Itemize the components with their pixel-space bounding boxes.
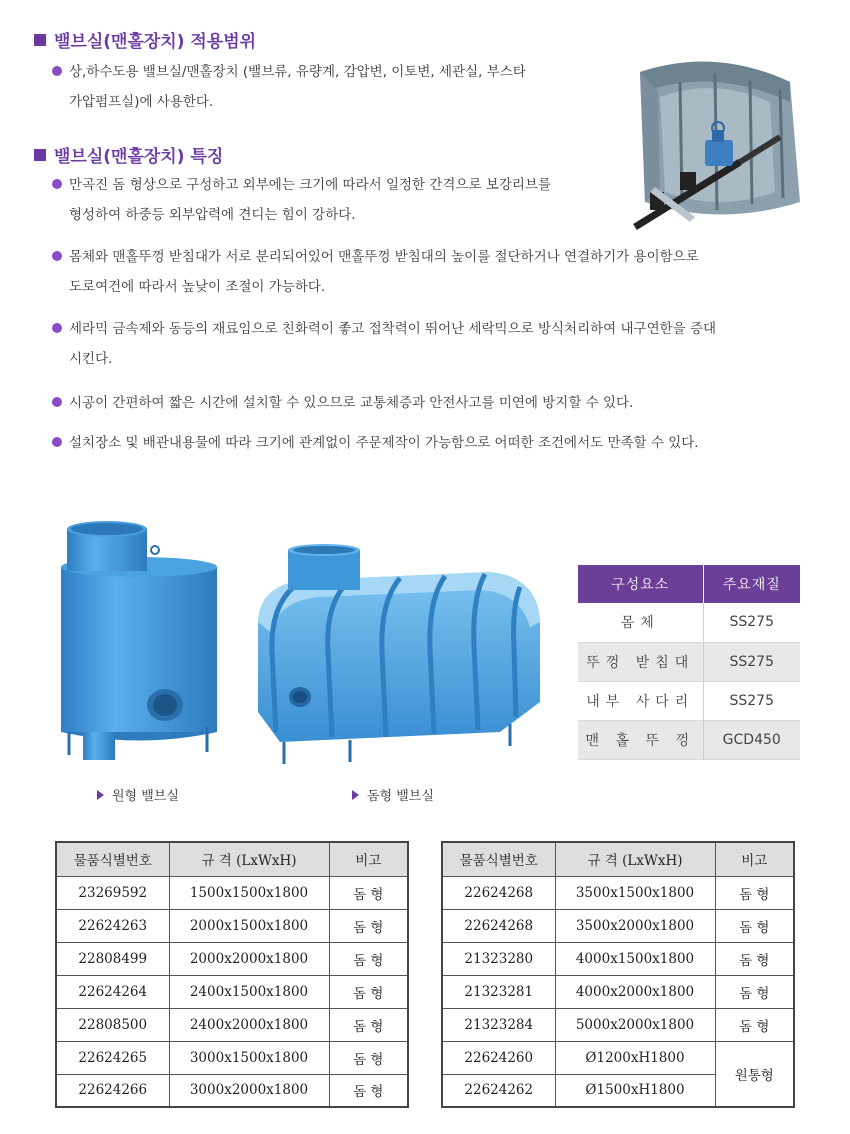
materials-table xyxy=(578,565,800,760)
spec-size: 3000x2000x1800 xyxy=(169,1074,329,1107)
spec-size: 3500x2000x1800 xyxy=(555,909,715,942)
material-part: 몸체 xyxy=(578,603,703,642)
bullet-dot-icon xyxy=(52,251,62,261)
table-row xyxy=(578,603,800,642)
table-row xyxy=(578,720,800,759)
caption-round-valve-chamber: 원형 밸브실 xyxy=(97,785,179,804)
table-row xyxy=(442,909,794,942)
round-valve-chamber-image xyxy=(55,517,225,767)
section-title-features: 밸브실(맨홀장치) 특징 xyxy=(34,142,223,167)
table-row xyxy=(56,1074,408,1107)
spec-note: 돔 형 xyxy=(329,975,408,1008)
spec-id: 23269592 xyxy=(56,876,169,909)
spec-size: 1500x1500x1800 xyxy=(169,876,329,909)
table-row xyxy=(442,876,794,909)
spec-header-note: 비고 xyxy=(329,842,408,876)
spec-header-size: 규 격 (LxWxH) xyxy=(555,842,715,876)
square-bullet-icon xyxy=(34,149,46,161)
spec-note: 돔 형 xyxy=(329,876,408,909)
material-value: SS275 xyxy=(703,681,800,720)
caption-dome-valve-chamber: 돔형 밸브실 xyxy=(352,785,434,804)
spec-id: 22808500 xyxy=(56,1008,169,1041)
bullet-dot-icon xyxy=(52,323,62,333)
spec-id: 22808499 xyxy=(56,942,169,975)
cutaway-valve-chamber-image xyxy=(620,52,810,237)
bullet-dot-icon xyxy=(52,66,62,76)
dome-valve-chamber-image xyxy=(240,542,550,767)
spec-table-right xyxy=(441,841,795,1108)
spec-note: 돔 형 xyxy=(329,1041,408,1074)
material-value: SS275 xyxy=(703,642,800,681)
table-row xyxy=(442,942,794,975)
spec-size: 2000x2000x1800 xyxy=(169,942,329,975)
spec-note: 돔 형 xyxy=(329,909,408,942)
table-row xyxy=(56,909,408,942)
spec-id: 22624268 xyxy=(442,909,555,942)
bullet-dot-icon xyxy=(52,437,62,447)
spec-note: 돔 형 xyxy=(715,909,794,942)
table-row xyxy=(442,975,794,1008)
triangle-bullet-icon xyxy=(352,790,359,800)
spec-size: 2400x2000x1800 xyxy=(169,1008,329,1041)
square-bullet-icon xyxy=(34,34,46,46)
spec-size: 3500x1500x1800 xyxy=(555,876,715,909)
spec-table-left xyxy=(55,841,409,1108)
material-value: GCD450 xyxy=(703,720,800,759)
spec-header-size: 규 격 (LxWxH) xyxy=(169,842,329,876)
spec-note: 돔 형 xyxy=(715,876,794,909)
spec-id: 22624265 xyxy=(56,1041,169,1074)
materials-header-part: 구성요소 xyxy=(578,565,703,603)
spec-note: 원통형 xyxy=(715,1041,794,1107)
spec-id: 22624263 xyxy=(56,909,169,942)
material-part: 내부 사다리 xyxy=(578,681,703,720)
spec-id: 21323284 xyxy=(442,1008,555,1041)
spec-size: Ø1200xH1800 xyxy=(555,1041,715,1074)
spec-note: 돔 형 xyxy=(715,1008,794,1041)
spec-note: 돔 형 xyxy=(329,942,408,975)
spec-id: 22624266 xyxy=(56,1074,169,1107)
spec-size: Ø1500xH1800 xyxy=(555,1074,715,1107)
bullet-feature-1: 만곡진 돔 형상으로 구성하고 외부에는 크기에 따라서 일정한 간격으로 보강리브를 형성하여 하중등 외부압력에 견디는 힘이 강하다. xyxy=(52,170,551,230)
spec-header-id: 물품식별번호 xyxy=(442,842,555,876)
spec-size: 3000x1500x1800 xyxy=(169,1041,329,1074)
material-value: SS275 xyxy=(703,603,800,642)
bullet-feature-2: 몸체와 맨홀뚜껑 받침대가 서로 분리되어있어 맨홀뚜껑 받침대의 높이를 절단하거나 연결하기가 용이함으로 도로여건에 따라서 높낮이 조절이 가능하다. xyxy=(52,242,699,302)
table-row xyxy=(442,1041,794,1074)
triangle-bullet-icon xyxy=(97,790,104,800)
table-row xyxy=(56,1041,408,1074)
spec-size: 4000x2000x1800 xyxy=(555,975,715,1008)
spec-header-id: 물품식별번호 xyxy=(56,842,169,876)
section-title-application: 밸브실(맨홀장치) 적용범위 xyxy=(34,27,256,52)
spec-id: 22624260 xyxy=(442,1041,555,1074)
table-row xyxy=(56,975,408,1008)
spec-size: 4000x1500x1800 xyxy=(555,942,715,975)
table-row xyxy=(578,681,800,720)
spec-note: 돔 형 xyxy=(715,942,794,975)
spec-size: 2000x1500x1800 xyxy=(169,909,329,942)
bullet-feature-4: 시공이 간편하여 짧은 시간에 설치할 수 있으므로 교통체증과 안전사고를 미연에 방지할 수 있다. xyxy=(52,388,633,418)
spec-id: 21323281 xyxy=(442,975,555,1008)
spec-id: 22624268 xyxy=(442,876,555,909)
table-row xyxy=(442,1008,794,1041)
bullet-dot-icon xyxy=(52,179,62,189)
bullet-application: 상,하수도용 밸브실/맨홀장치 (밸브류, 유량계, 감압변, 이토변, 세관실, 부스타 가압펌프실)에 사용한다. xyxy=(52,57,526,117)
spec-note: 돔 형 xyxy=(715,975,794,1008)
table-row xyxy=(56,876,408,909)
materials-header-material: 주요재질 xyxy=(703,565,800,603)
spec-id: 22624262 xyxy=(442,1074,555,1107)
table-row xyxy=(56,942,408,975)
material-part: 맨 홀 뚜 껑 xyxy=(578,720,703,759)
spec-id: 22624264 xyxy=(56,975,169,1008)
bullet-feature-5: 설치장소 및 배관내용물에 따라 크기에 관계없이 주문제작이 가능함으로 어떠한 조건에서도 만족할 수 있다. xyxy=(52,428,699,458)
bullet-feature-3: 세라믹 금속제와 동등의 재료임으로 친화력이 좋고 접착력이 뛰어난 세락믹으로 방식처리하여 내구연한을 증대 시킨다. xyxy=(52,314,716,374)
spec-size: 2400x1500x1800 xyxy=(169,975,329,1008)
spec-note: 돔 형 xyxy=(329,1008,408,1041)
spec-id: 21323280 xyxy=(442,942,555,975)
spec-size: 5000x2000x1800 xyxy=(555,1008,715,1041)
table-row xyxy=(578,642,800,681)
material-part: 뚜껑 받침대 xyxy=(578,642,703,681)
table-row xyxy=(56,1008,408,1041)
spec-note: 돔 형 xyxy=(329,1074,408,1107)
spec-header-note: 비고 xyxy=(715,842,794,876)
bullet-dot-icon xyxy=(52,397,62,407)
